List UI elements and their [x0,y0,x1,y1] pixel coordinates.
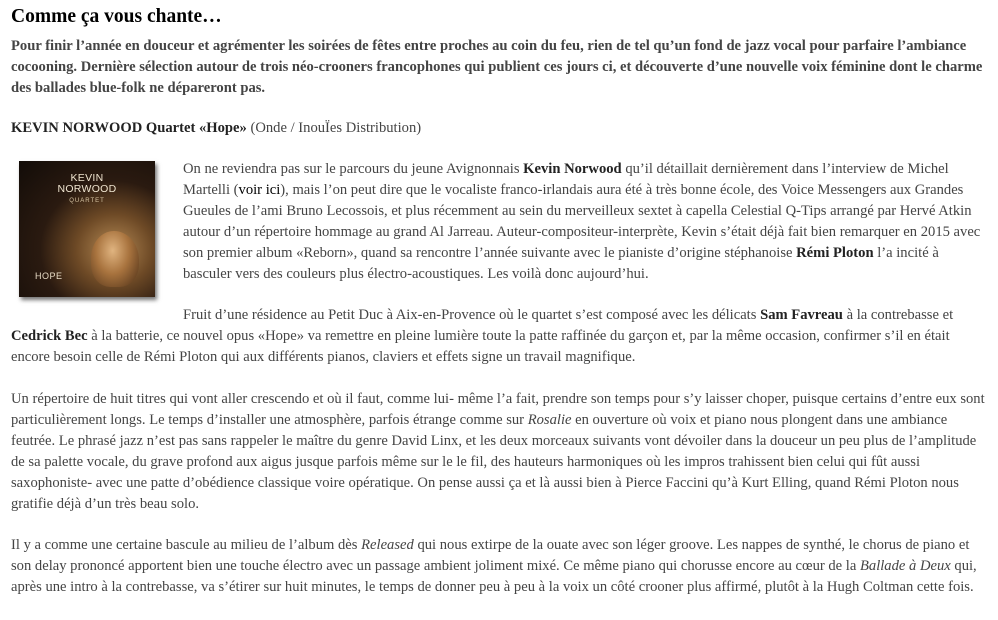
cover-artist: KEVIN NORWOOD [57,172,117,195]
album-heading: KEVIN NORWOOD Quartet «Hope» [11,120,247,136]
bassist-name: Sam Favreau [760,307,843,323]
paragraph-3: Un répertoire de huit titres qui vont aller crescendo et où il faut, comme lui- même l’a fait, prendre son temps pour s’y laisser choper, puisque certains d’entre eux sont particulièrement longs. Le temps d’installer une atmosphère, parfois étrange comme sur Rosalie en ouverture où voix et piano nous plongent dans une ambiance feutrée. Le phrasé jazz n’est pas sans rappeler le maître du genre David Linx, et les deux morceaux suivants vont dévoiler dans la douceur un peu plus de l’amplitude de sa palette vocale, du grave profond aux aigus jusque parfois même sur le le fil, des hauteurs harmoniques où les impros trahissent bien celui qui fût aussi saxophoniste- avec une patte d’obédience classique voire opératique. On pense aussi ça et là aussi bien à Pierce Faccini qu’à Kurt Elling, quand Rémi Ploton nous gratifie déjà d’un très beau solo. [11,391,985,512]
pianist-name: Rémi Ploton [796,245,874,261]
cover-band: QUARTET [69,198,105,204]
album-cover-image [19,161,155,297]
album-heading-line [11,118,421,139]
article-intro: Pour finir l’année en douceur et agrémenter les soirées de fêtes entre proches au coin du feu, rien de tel qu’un fond de jazz vocal pour parfaire l’ambiance cocooning. Dernière sélection autour de trois néo-crooners francophones qui publient ces jours ci, et découverte d’une nouvelle voix féminine dont le charme des ballades blue-folk ne dépareront pas. [11,38,983,96]
article-title: Comme ça vous chante… [11,6,222,27]
cover-album-title: HOPE [35,271,63,281]
paragraph-2: Fruit d’une résidence au Petit Duc à Aix-en-Provence où le quartet s’est composé avec les délicats Sam Favreau à la contrebasse et Cedrick Bec à la batterie, ce nouvel opus «Hope» va remettre en pleine lumière toute la patte raffinée du garçon et, par la même occasion, confirmer s’il en était encore besoin celle de Rémi Ploton qui aux différents pianos, claviers et effets signe un travail magnifique. [11,307,954,365]
album-label: (Onde / InouЇes Distribution) [250,120,422,136]
paragraph-1: On ne reviendra pas sur le parcours du jeune Avignonnais Kevin Norwood qu’il détaillait dernièrement dans l’interview de Michel Martelli (voir ici), mais l’on peut dire que le vocaliste franco-irlandais aura été à très bonne école, des Voice Messengers aux Grandes Gueules de l’ami Bruno Lecossois, et plus récemment au sein du merveilleux sextet à capella Celestial Q-Tips arrangé par Hervé Atkin autour d’un répertoire hommage au grand Al Jarreau. Auteur-compositeur-interprète, Kevin s’était déjà fait bien remarquer en 2015 avec son premier album «Reborn», quand sa rencontre l’année suivante avec le pianiste d’origine stéphanoise Rémi Ploton l’a incité à basculer vers des couleurs plus électro-acoustiques. Les voilà donc aujourd’hui. [183,161,981,282]
artist-name: Kevin Norwood [523,161,622,177]
track-title: Rosalie [527,412,572,428]
cover-portrait [91,231,139,287]
see-here-link[interactable]: voir ici [238,182,281,198]
paragraph-4: Il y a comme une certaine bascule au milieu de l’album dès Released qui nous extirpe de la ouate avec son léger groove. Les nappes de synthé, le chorus de piano et son delay prononcé apportent bien une touche électro avec un passage ambient joliment mixé. Ce même piano qui chorusse encore au cœur de la Ballade à Deux qui, après une intro à la contrebasse, va s’étirer sur huit minutes, le temps de donner peu à peu à la voix un côté crooner plus affirmé, plutôt à la Hugh Coltman cette fois. [11,537,977,595]
track-title: Released [361,537,414,553]
drummer-name: Cedrick Bec [11,328,88,344]
track-title: Ballade à Deux [859,558,951,574]
